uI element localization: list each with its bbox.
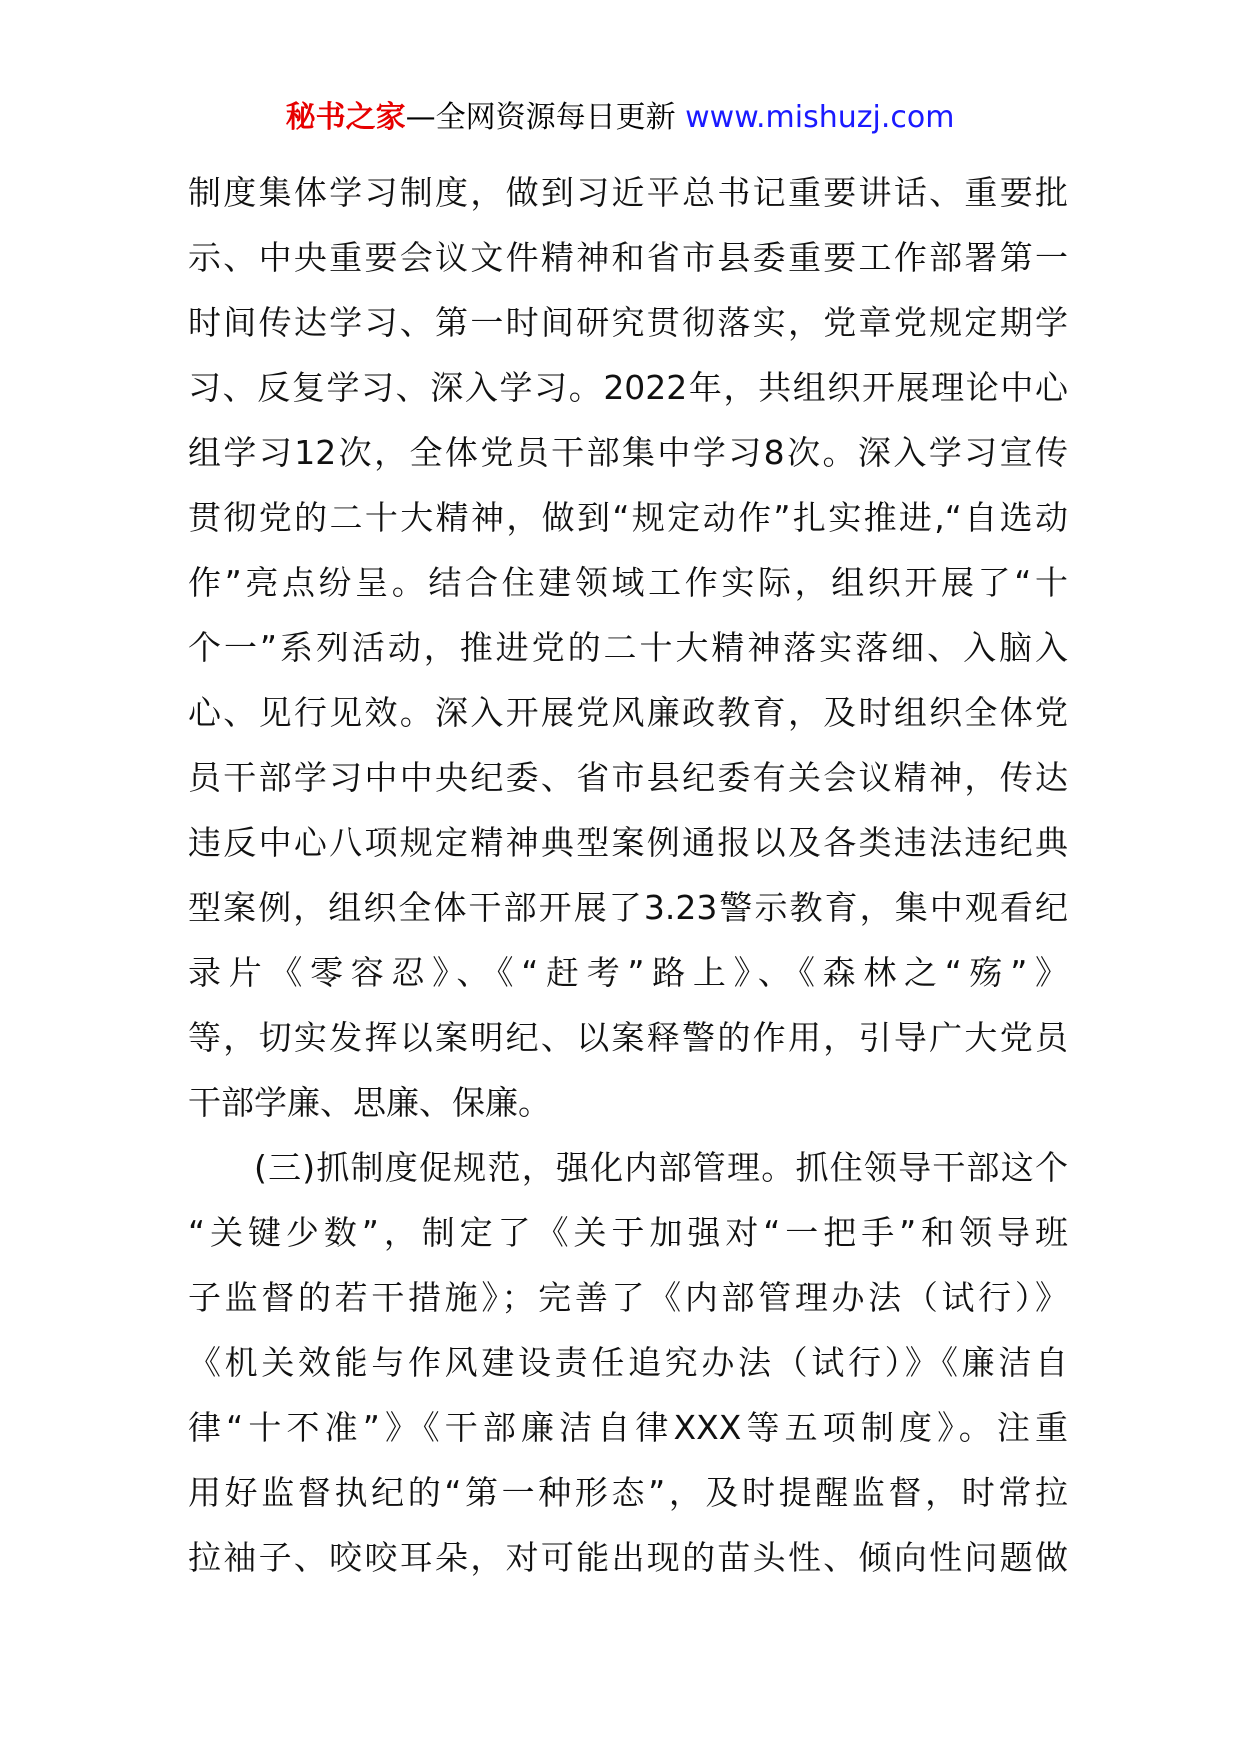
site-url-link[interactable]: www.mishuzj.com <box>685 100 955 135</box>
site-slogan: —全网资源每日更新 <box>405 100 676 135</box>
document-body <box>188 160 1068 1590</box>
text-line-9: 心、见行见效。深入开展党风廉政教育，及时组织全体党 <box>188 693 1068 732</box>
text-line-17: “关键少数”，制定了《关于加强对“一把手”和领导班 <box>188 1213 1068 1252</box>
text-line-21: 用好监督执纪的“第一种形态”，及时提醒监督，时常拉 <box>188 1473 1068 1512</box>
text-line-3: 时间传达学习、第一时间研究贯彻落实，党章党规定期学 <box>188 303 1068 342</box>
text-line-10: 员干部学习中中央纪委、省市县纪委有关会议精神，传达 <box>188 758 1068 797</box>
text-line-15: 干部学廉、思廉、保廉。 <box>188 1083 551 1122</box>
text-line-6: 贯彻党的二十大精神，做到“规定动作”扎实推进,“自选动 <box>188 498 1068 537</box>
text-line-22: 拉袖子、咬咬耳朵，对可能出现的苗头性、倾向性问题做 <box>188 1538 1068 1577</box>
text-line-20: 律“十不准”》《干部廉洁自律XXX等五项制度》。注重 <box>188 1408 1068 1447</box>
text-line-19: 《机关效能与作风建设责任追究办法（试行）》《廉洁自 <box>188 1343 1068 1382</box>
text-line-2: 示、中央重要会议文件精神和省市县委重要工作部署第一 <box>188 238 1068 277</box>
text-line-4: 习、反复学习、深入学习。2022年，共组织开展理论中心 <box>188 368 1068 407</box>
text-line-16: (三)抓制度促规范，强化内部管理。抓住领导干部这个 <box>254 1148 1068 1187</box>
site-brand: 秘书之家 <box>285 100 406 135</box>
text-line-8: 个一”系列活动，推进党的二十大精神落实落细、入脑入 <box>188 628 1068 667</box>
text-line-5: 组学习12次，全体党员干部集中学习8次。深入学习宣传 <box>188 433 1068 472</box>
text-line-13: 录片《零容忍》、《“赶考”路上》、《森林之“殇”》 <box>188 953 1068 992</box>
text-line-1: 制度集体学习制度，做到习近平总书记重要讲话、重要批 <box>188 173 1068 212</box>
text-line-7: 作”亮点纷呈。结合住建领域工作实际，组织开展了“十 <box>188 563 1068 602</box>
text-line-11: 违反中心八项规定精神典型案例通报以及各类违法违纪典 <box>188 823 1068 862</box>
text-line-18: 子监督的若干措施》；完善了《内部管理办法（试行）》 <box>188 1278 1068 1317</box>
text-line-14: 等，切实发挥以案明纪、以案释警的作用，引导广大党员 <box>188 1018 1068 1057</box>
site-header <box>0 98 1240 138</box>
text-line-12: 型案例，组织全体干部开展了3.23警示教育，集中观看纪 <box>188 888 1068 927</box>
